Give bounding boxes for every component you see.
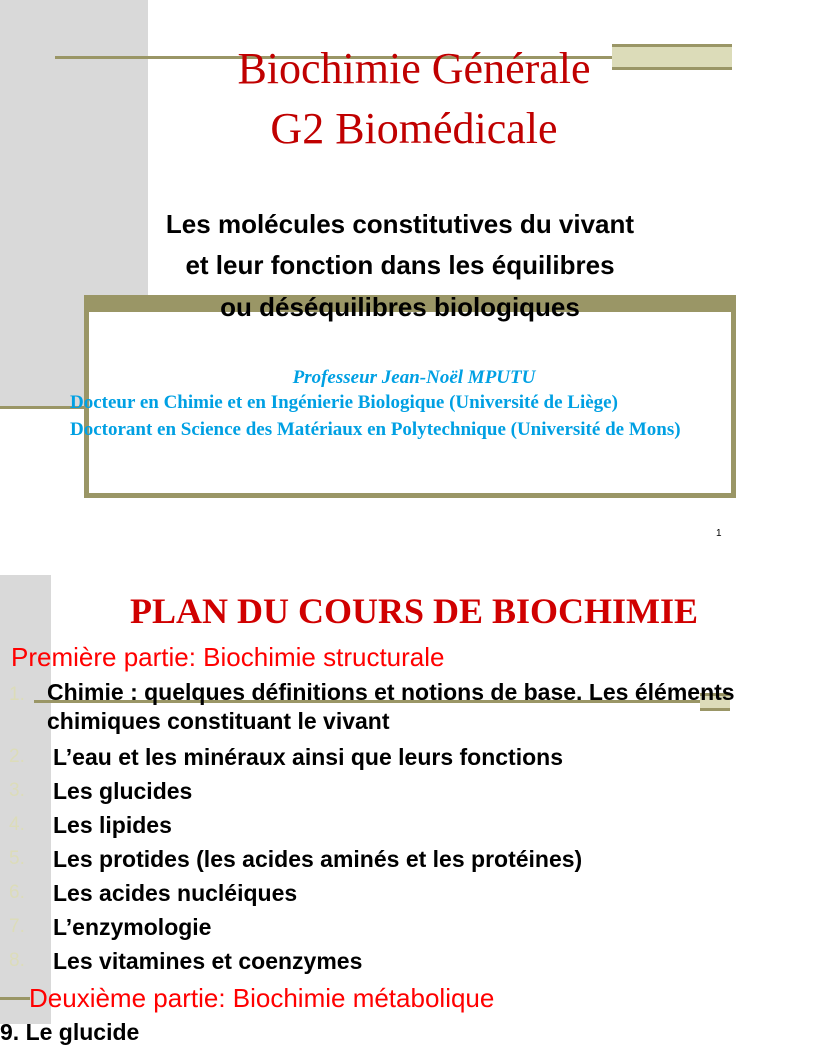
item-number: 6. (9, 882, 25, 903)
item-number: 7. (9, 916, 25, 937)
item-number: 1. (9, 684, 25, 705)
item-text: Les glucides (53, 778, 193, 804)
slide-title-line-2: G2 Biomédicale (270, 104, 558, 153)
author-name: Professeur Jean-Noël MPUTU (292, 367, 536, 388)
subtitle-line-3: ou déséquilibres biologiques (220, 292, 580, 322)
item-number: 8. (9, 950, 25, 971)
part-2-heading: Deuxième partie: Biochimie métabolique (29, 983, 495, 1013)
list-item (0, 842, 768, 876)
item-number: 4. (9, 814, 25, 835)
list-item (0, 944, 768, 978)
olive-rule-lower (0, 997, 30, 1000)
cut-off-item: 9. Le glucide (0, 1019, 140, 1045)
item-number: 3. (9, 780, 25, 801)
list-item (0, 774, 768, 808)
slide-title-line-1: Biochimie Générale (237, 44, 591, 93)
plan-title: PLAN DU COURS DE BIOCHIMIE (129, 591, 699, 631)
item-text: Les vitamines et coenzymes (53, 948, 363, 974)
page-number: 1 (716, 528, 722, 539)
item-text: L’enzymologie (53, 914, 212, 940)
item-text: Les acides nucléiques (53, 880, 298, 906)
part-1-heading: Première partie: Biochimie structurale (11, 642, 445, 672)
author-credential-2: Doctorant en Science des Matériaux en Polytechnique (Université de Mons) (70, 419, 681, 440)
item-text: Les protides (les acides aminés et les protéines) (53, 846, 583, 872)
item-number: 5. (9, 848, 25, 869)
subtitle-line-1: Les molécules constitutives du vivant (165, 209, 635, 239)
subtitle-line-2: et leur fonction dans les équilibres (185, 250, 615, 280)
list-item (0, 678, 768, 734)
item-number: 2. (9, 746, 25, 767)
item-text: Chimie : quelques définitions et notions de base. Les éléments chimiques constituant le vivant (47, 679, 735, 734)
slide-1 (0, 0, 768, 560)
item-text: L’eau et les minéraux ainsi que leurs fonctions (53, 744, 563, 770)
list-item (0, 808, 768, 842)
author-credential-1: Docteur en Chimie et en Ingénierie Biologique (Université de Liège) (70, 392, 618, 413)
list-item (0, 910, 768, 944)
item-text: Les lipides (53, 812, 172, 838)
list-item (0, 876, 768, 910)
list-item (0, 740, 768, 774)
slide-2 (0, 575, 768, 1045)
